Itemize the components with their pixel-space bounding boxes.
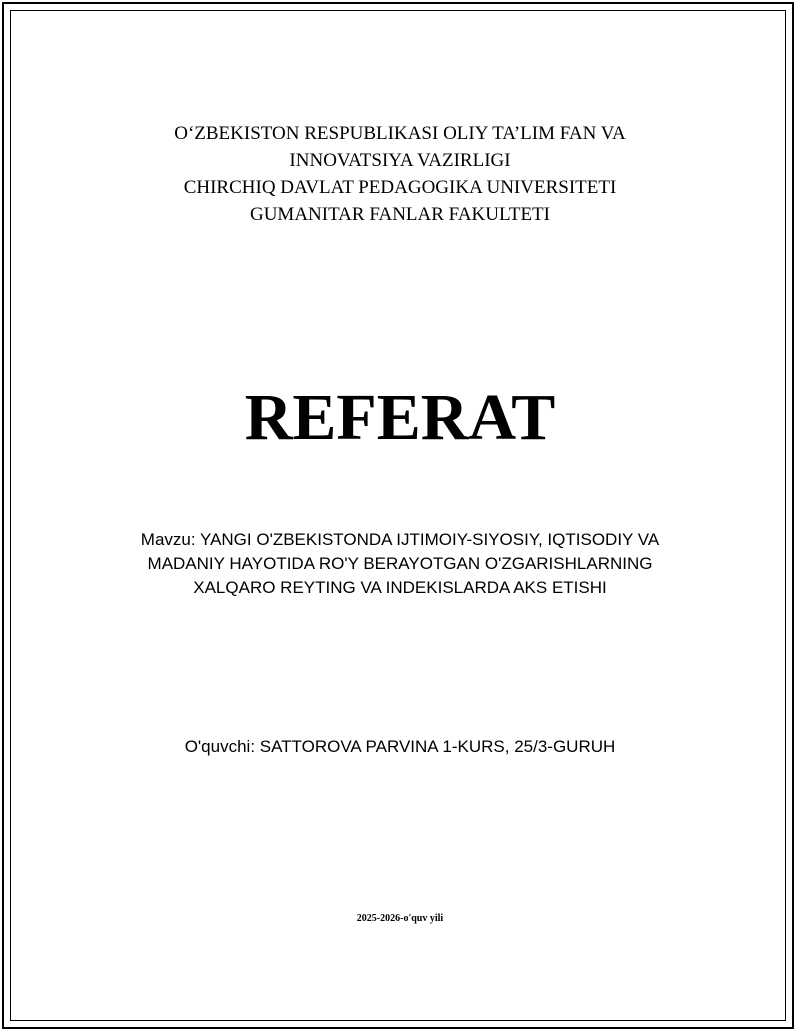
topic-line-2: MADANIY HAYOTIDA RO'Y BERAYOTGAN O'ZGARISHLARNING	[147, 554, 653, 573]
header-line-faculty: GUMANITAR FANLAR FAKULTETI	[249, 204, 550, 225]
header-line-ministry-1: O‘ZBEKISTON RESPUBLIKASI OLIY TA’LIM FAN VA	[174, 123, 626, 144]
topic-line-3: XALQARO REYTING VA INDEKISLARDA AKS ETISHI	[193, 578, 607, 597]
topic-block	[0, 528, 800, 600]
student-info: O'quvchi: SATTOROVA PARVINA 1-KURS, 25/3-GURUH	[184, 737, 616, 756]
header-line-university: CHIRCHIQ DAVLAT PEDAGOGIKA UNIVERSITETI	[183, 177, 617, 198]
document-title: REFERAT	[244, 381, 556, 454]
academic-year: 2025-2026-o'quv yili	[356, 913, 444, 924]
institution-header	[0, 120, 800, 228]
topic-line-1: Mavzu: YANGI O'ZBEKISTONDA IJTIMOIY-SIYOSIY, IQTISODIY VA	[140, 530, 660, 549]
header-line-ministry-2: INNOVATSIYA VAZIRLIGI	[289, 150, 511, 171]
